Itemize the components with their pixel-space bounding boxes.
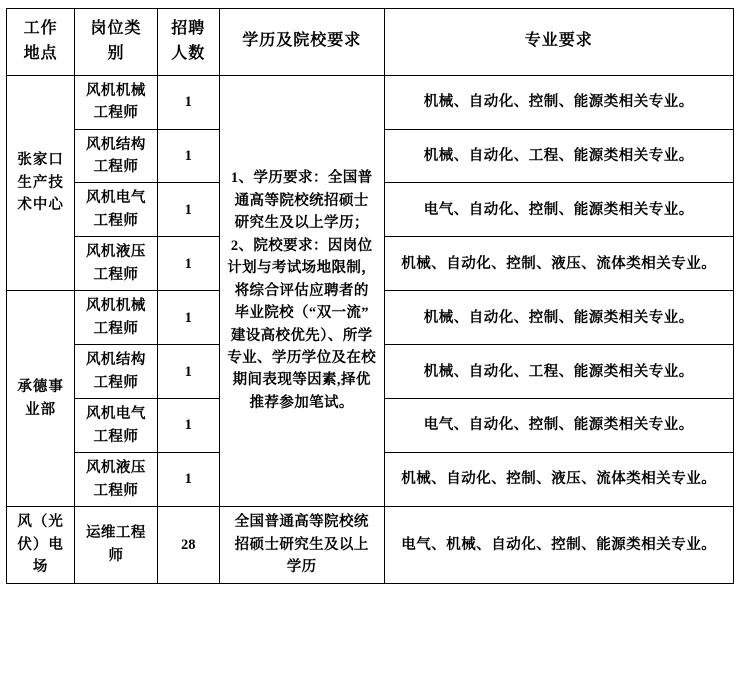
edu-line-1: 全国普通高等院校统 xyxy=(234,514,369,531)
header-count-line2: 人数 xyxy=(171,44,206,62)
job-cell xyxy=(75,345,157,399)
job-line-2: 工程师 xyxy=(93,374,139,391)
location-line-2: 伏）电 xyxy=(17,536,64,553)
recruitment-table xyxy=(6,8,734,584)
location-line-1: 风（光 xyxy=(17,514,64,531)
location-line-2: 业部 xyxy=(25,401,57,418)
header-recruit-count xyxy=(157,9,219,76)
job-line-2: 工程师 xyxy=(93,105,139,122)
location-line-3: 场 xyxy=(32,559,49,576)
location-cell-wind-solar-farm xyxy=(7,507,75,583)
header-count-line1: 招聘 xyxy=(171,20,206,37)
job-line-1: 风机液压 xyxy=(85,244,146,261)
job-line-1: 风机电气 xyxy=(85,406,146,423)
job-line-1: 风机结构 xyxy=(85,136,146,153)
job-line-2: 工程师 xyxy=(93,159,139,175)
edu-line-5: 计划与考试场地限制， xyxy=(227,260,377,277)
edu-line-9: 专业、学历学位及在校 xyxy=(227,350,377,367)
job-cell xyxy=(75,291,157,345)
edu-line-2: 招硕士研究生及以上 xyxy=(234,536,369,553)
table-header-row xyxy=(7,9,734,76)
header-location xyxy=(7,9,75,76)
edu-line-7: 毕业院校（“双一流” xyxy=(234,305,369,322)
header-major: 专业要求 xyxy=(384,9,733,76)
job-cell xyxy=(75,237,157,291)
job-line-1: 运维工程 xyxy=(85,525,146,542)
job-line-1: 风机机械 xyxy=(85,298,146,315)
job-line-2: 工程师 xyxy=(93,212,139,229)
job-line-1: 风机电气 xyxy=(85,190,146,207)
edu-line-10: 期间表现等因素,择优 xyxy=(232,372,371,389)
major-cell: 机械、自动化、控制、能源类相关专业。 xyxy=(384,291,733,345)
location-line-3: 术中心 xyxy=(17,197,64,214)
count-cell: 1 xyxy=(157,453,219,507)
edu-line-1: 1、学历要求：全国普 xyxy=(230,170,373,187)
location-line-1: 张家口 xyxy=(17,152,64,169)
major-cell: 机械、自动化、工程、能源类相关专业。 xyxy=(384,345,733,399)
location-line-2: 生产技 xyxy=(17,174,64,191)
count-cell: 28 xyxy=(157,507,219,583)
job-line-2: 工程师 xyxy=(93,482,139,499)
location-cell-chengde xyxy=(7,291,75,507)
header-education: 学历及院校要求 xyxy=(219,9,384,76)
job-line-1: 风机机械 xyxy=(85,82,146,99)
major-cell: 机械、自动化、控制、液压、流体类相关专业。 xyxy=(384,453,733,507)
header-job-category xyxy=(75,9,157,76)
count-cell: 1 xyxy=(157,399,219,453)
location-cell-zhangjiakou xyxy=(7,75,75,291)
count-cell: 1 xyxy=(157,75,219,129)
major-cell: 电气、自动化、控制、能源类相关专业。 xyxy=(384,399,733,453)
edu-line-2: 通高等院校统招硕士 xyxy=(234,192,369,209)
count-cell: 1 xyxy=(157,129,219,183)
job-cell xyxy=(75,453,157,507)
job-cell xyxy=(75,183,157,237)
header-location-line2: 地点 xyxy=(23,44,58,62)
job-cell xyxy=(75,75,157,129)
edu-line-4: 2、院校要求：因岗位 xyxy=(230,237,373,254)
education-requirements-cell-last xyxy=(219,507,384,583)
job-line-2: 工程师 xyxy=(93,320,139,337)
location-line-1: 承德事 xyxy=(17,379,64,396)
education-requirements-cell xyxy=(219,75,384,507)
major-cell: 机械、自动化、工程、能源类相关专业。 xyxy=(384,129,733,183)
table-header xyxy=(7,9,734,76)
count-cell: 1 xyxy=(157,345,219,399)
edu-line-11: 推荐参加笔试。 xyxy=(249,394,354,411)
header-job-line2: 别 xyxy=(107,44,125,62)
edu-line-3: 学历 xyxy=(286,559,317,576)
major-cell: 机械、自动化、控制、液压、流体类相关专业。 xyxy=(384,237,733,291)
job-line-2: 工程师 xyxy=(93,266,139,283)
edu-line-3: 研究生及以上学历； xyxy=(234,215,369,232)
job-cell xyxy=(75,507,157,583)
edu-line-8: 建设高校优先）、所学 xyxy=(230,327,373,344)
major-cell: 电气、机械、自动化、控制、能源类相关专业。 xyxy=(384,507,733,583)
job-line-1: 风机结构 xyxy=(85,352,146,369)
table-body xyxy=(7,75,734,583)
major-cell: 机械、自动化、控制、能源类相关专业。 xyxy=(384,75,733,129)
count-cell: 1 xyxy=(157,237,219,291)
count-cell: 1 xyxy=(157,183,219,237)
major-cell: 电气、自动化、控制、能源类相关专业。 xyxy=(384,183,733,237)
table-row xyxy=(7,75,734,129)
count-cell: 1 xyxy=(157,291,219,345)
job-cell xyxy=(75,399,157,453)
table-row xyxy=(7,507,734,583)
job-cell xyxy=(75,129,157,183)
header-location-line1: 工作 xyxy=(23,20,58,37)
header-job-line1: 岗位类 xyxy=(90,20,142,37)
edu-line-6: 将综合评估应聘者的 xyxy=(234,282,369,299)
job-line-2: 师 xyxy=(108,547,124,564)
job-line-1: 风机液压 xyxy=(85,460,146,477)
job-line-2: 工程师 xyxy=(93,428,139,445)
